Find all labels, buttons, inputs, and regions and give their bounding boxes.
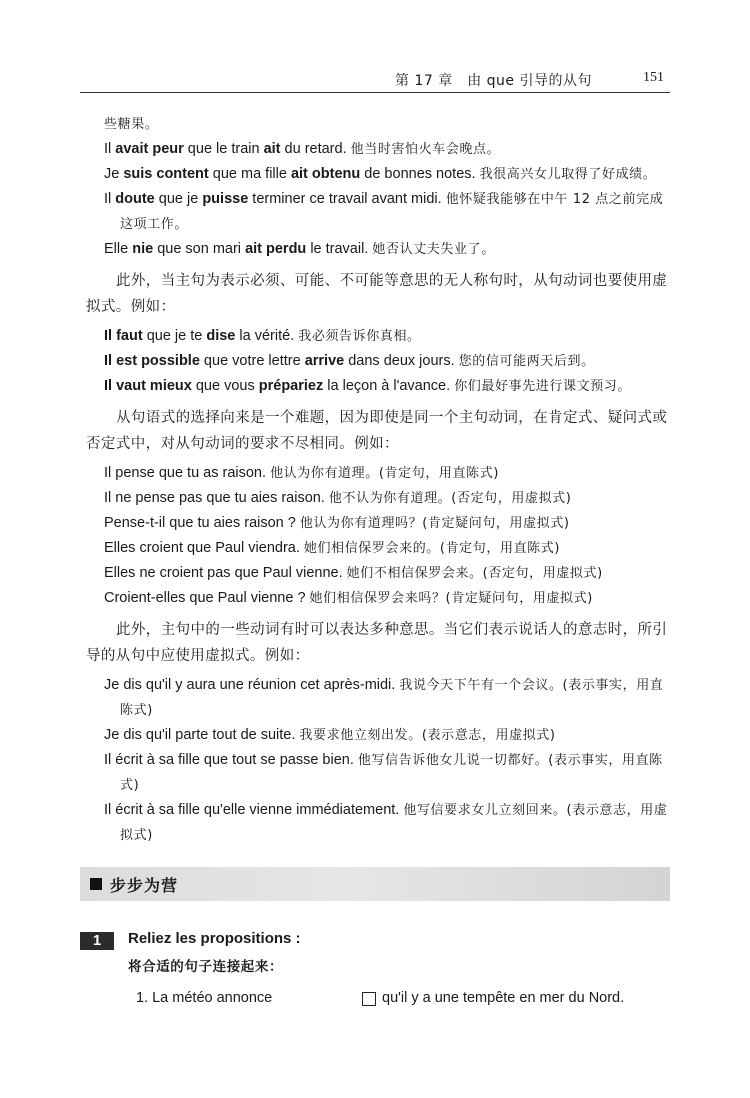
example-sentence: Pense-t-il que tu aies raison ? 他认为你有道理吗？(肯定疑问句，用虚拟式): [104, 515, 570, 531]
example-sentence: Je dis qu'il y aura une réunion cet après-midi. 我说今天下午有一个会议。(表示事实，用直陈式): [104, 677, 664, 718]
page-number: 151: [643, 70, 664, 85]
page-header: [80, 66, 670, 93]
example-sentence: Il doute que je puisse terminer ce travail avant midi. 他怀疑我能够在中午 12 点之前完成这项工作。: [104, 191, 664, 232]
checkbox[interactable]: [362, 992, 376, 1006]
exercise-item-right: qu'il y a une tempête en mer du Nord.: [382, 990, 625, 1006]
example-sentence: Il vaut mieux que vous prépariez la leçon à l'avance. 你们最好事先进行课文预习。: [104, 378, 631, 394]
example-sentence: Je suis content que ma fille ait obtenu de bonnes notes. 我很高兴女儿取得了好成绩。: [104, 166, 657, 182]
example-sentence: Il écrit à sa fille qu'elle vienne immédiatement. 他写信要求女儿立刻回来。(表示意志，用虚拟式): [104, 802, 668, 843]
square-bullet-icon: [90, 878, 102, 890]
example-sentence: Il faut que je te dise la vérité. 我必须告诉你真相。: [104, 328, 421, 344]
exercise-instruction-zh: 将合适的句子连接起来：: [128, 959, 284, 975]
example-sentence: Elle nie que son mari ait perdu le travail. 她否认丈夫失业了。: [104, 241, 495, 257]
example-sentence: Je dis qu'il parte tout de suite. 我要求他立刻出发。(表示意志，用虚拟式): [104, 727, 556, 743]
example-sentence: Il pense que tu as raison. 他认为你有道理。(肯定句，用直陈式): [104, 465, 500, 481]
exercise-number: 1: [80, 932, 114, 950]
example-sentence: Elles ne croient pas que Paul vienne. 她们不相信保罗会来。(否定句，用虚拟式): [104, 565, 603, 581]
section-heading-bar: [80, 867, 670, 901]
exercise-item-left: 1. La météo annonce: [136, 990, 273, 1006]
section-title: 步步为营: [110, 876, 179, 895]
chapter-title: 第 17 章 由 que 引导的从句: [395, 73, 592, 89]
example-sentence: Croient-elles que Paul vienne ? 她们相信保罗会来吗？(肯定疑问句，用虚拟式): [104, 590, 593, 606]
example-sentence: Il écrit à sa fille que tout se passe bien. 他写信告诉他女儿说一切都好。(表示事实，用直陈式): [104, 752, 663, 793]
explanation-paragraph: 此外，当主句为表示必须、可能、不可能等意思的无人称句时，从句动词也要使用虚拟式。例如：: [86, 273, 668, 315]
page-body: [86, 112, 670, 848]
carryover-line: 些糖果。: [104, 117, 159, 132]
example-sentence: Il ne pense pas que tu aies raison. 他不认为你有道理。(否定句，用虚拟式): [104, 490, 572, 506]
example-sentence: Il avait peur que le train ait du retard. 他当时害怕火车会晚点。: [104, 141, 501, 157]
exercise-instruction-fr: Reliez les propositions :: [128, 930, 301, 947]
explanation-paragraph: 从句语式的选择向来是一个难题，因为即使是同一个主句动词，在肯定式、疑问式或否定式中，对从句动词的要求不尽相同。例如：: [86, 410, 668, 452]
example-sentence: Il est possible que votre lettre arrive dans deux jours. 您的信可能两天后到。: [104, 353, 595, 369]
explanation-paragraph: 此外，主句中的一些动词有时可以表达多种意思。当它们表示说话人的意志时，所引导的从句中应使用虚拟式。例如：: [86, 622, 668, 664]
example-sentence: Elles croient que Paul viendra. 她们相信保罗会来的。(肯定句，用直陈式): [104, 540, 561, 556]
